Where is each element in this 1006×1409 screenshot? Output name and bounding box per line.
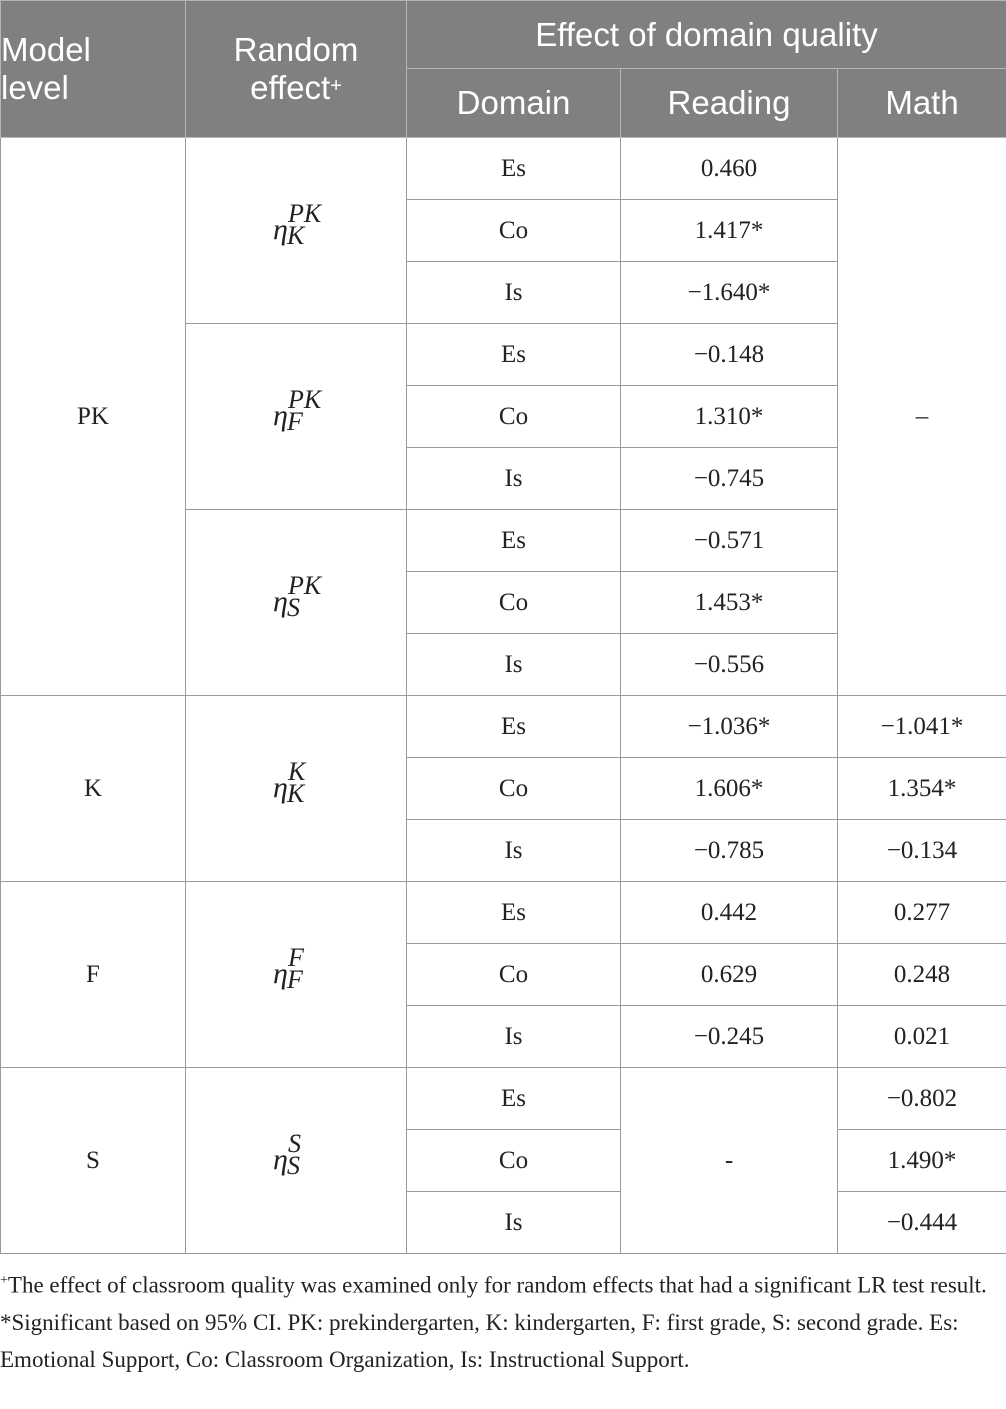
table-header [1,1,1006,138]
random-effect-symbol [273,571,322,627]
reading-cell: −0.745 [621,448,838,510]
domain-cell: Is [407,820,621,882]
reading-cell: 1.417* [621,200,838,262]
random-effect-cell [186,324,407,510]
table-row [1,1068,1006,1130]
domain-cell: Co [407,758,621,820]
reading-cell: 1.453* [621,572,838,634]
random-effect-cell [186,510,407,696]
effect-superscript: PK [288,385,322,414]
header-reading: Reading [621,69,838,138]
effect-subscript: S [287,593,300,622]
table-row [1,138,1006,200]
header-effect-of-domain-quality: Effect of domain quality [407,1,1006,69]
domain-cell: Is [407,1006,621,1068]
domain-cell: Co [407,944,621,1006]
table-footnote [0,1262,1006,1378]
random-effect-symbol [273,757,319,813]
reading-cell: −0.148 [621,324,838,386]
math-cell: −1.041* [838,696,1006,758]
footnote-mark: + [0,1273,8,1288]
domain-cell: Is [407,262,621,324]
reading-cell: 1.606* [621,758,838,820]
domain-cell: Es [407,882,621,944]
effect-subscript: F [287,965,303,994]
domain-cell: Es [407,138,621,200]
math-cell-empty: – [838,138,1006,696]
effect-superscript: S [288,1129,301,1158]
effect-subscript: K [287,779,305,808]
reading-cell: 0.629 [621,944,838,1006]
reading-cell: 0.460 [621,138,838,200]
math-cell: −0.802 [838,1068,1006,1130]
effect-subscript: S [287,1151,300,1180]
math-cell: 0.248 [838,944,1006,1006]
table-body [1,138,1006,1254]
header-math: Math [838,69,1006,138]
reading-cell: −1.640* [621,262,838,324]
model-level-cell: S [1,1068,186,1254]
eta-symbol: η [273,399,288,432]
domain-cell: Es [407,324,621,386]
eta-symbol: η [273,213,288,246]
model-level-cell: PK [1,138,186,696]
header-random-effect [186,1,407,138]
domain-cell: Co [407,572,621,634]
effect-subscript: K [287,221,305,250]
math-cell: 0.021 [838,1006,1006,1068]
domain-cell: Co [407,200,621,262]
eta-symbol: η [273,585,288,618]
math-cell: 1.490* [838,1130,1006,1192]
effect-superscript: PK [288,571,322,600]
random-effect-cell [186,882,407,1068]
math-cell: −0.444 [838,1192,1006,1254]
reading-cell: 1.310* [621,386,838,448]
reading-cell: −0.785 [621,820,838,882]
reading-cell: 0.442 [621,882,838,944]
random-effect-cell [186,1068,407,1254]
domain-cell: Es [407,1068,621,1130]
reading-cell: −0.556 [621,634,838,696]
header-random-effect-mark: + [330,75,342,97]
effect-superscript: K [288,757,306,786]
random-effect-symbol [273,199,322,255]
effect-superscript: PK [288,199,322,228]
model-level-cell: F [1,882,186,1068]
eta-symbol: η [273,957,288,990]
reading-cell-empty: - [621,1068,838,1254]
reading-cell: −1.036* [621,696,838,758]
domain-cell: Es [407,696,621,758]
reading-cell: −0.245 [621,1006,838,1068]
random-effect-symbol [273,1129,319,1185]
domain-cell: Is [407,634,621,696]
effect-subscript: F [287,407,303,436]
reading-cell: −0.571 [621,510,838,572]
math-cell: 1.354* [838,758,1006,820]
header-domain: Domain [407,69,621,138]
model-level-cell: K [1,696,186,882]
header-random-effect-label: Random effect [233,31,359,106]
eta-symbol: η [273,771,288,804]
header-model-level: Model level [1,1,186,138]
domain-cell: Is [407,1192,621,1254]
domain-cell: Is [407,448,621,510]
random-effect-cell [186,138,407,324]
table-row [1,882,1006,944]
eta-symbol: η [273,1143,288,1176]
random-effect-cell [186,696,407,882]
math-cell: −0.134 [838,820,1006,882]
random-effect-symbol [273,943,319,999]
footnote-text: The effect of classroom quality was examined only for random effects that had a significant LR test result. *Significant based on 95% CI. PK: prekindergarten, K: kindergarten, F: first grade, S: second grade. Es: Emotional Support, Co: Classroom Organization, Is: Instructional Support. [0,1272,987,1372]
table-row [1,696,1006,758]
random-effect-symbol [273,385,322,441]
domain-cell: Es [407,510,621,572]
effect-superscript: F [288,943,304,972]
domain-cell: Co [407,1130,621,1192]
domain-cell: Co [407,386,621,448]
math-cell: 0.277 [838,882,1006,944]
